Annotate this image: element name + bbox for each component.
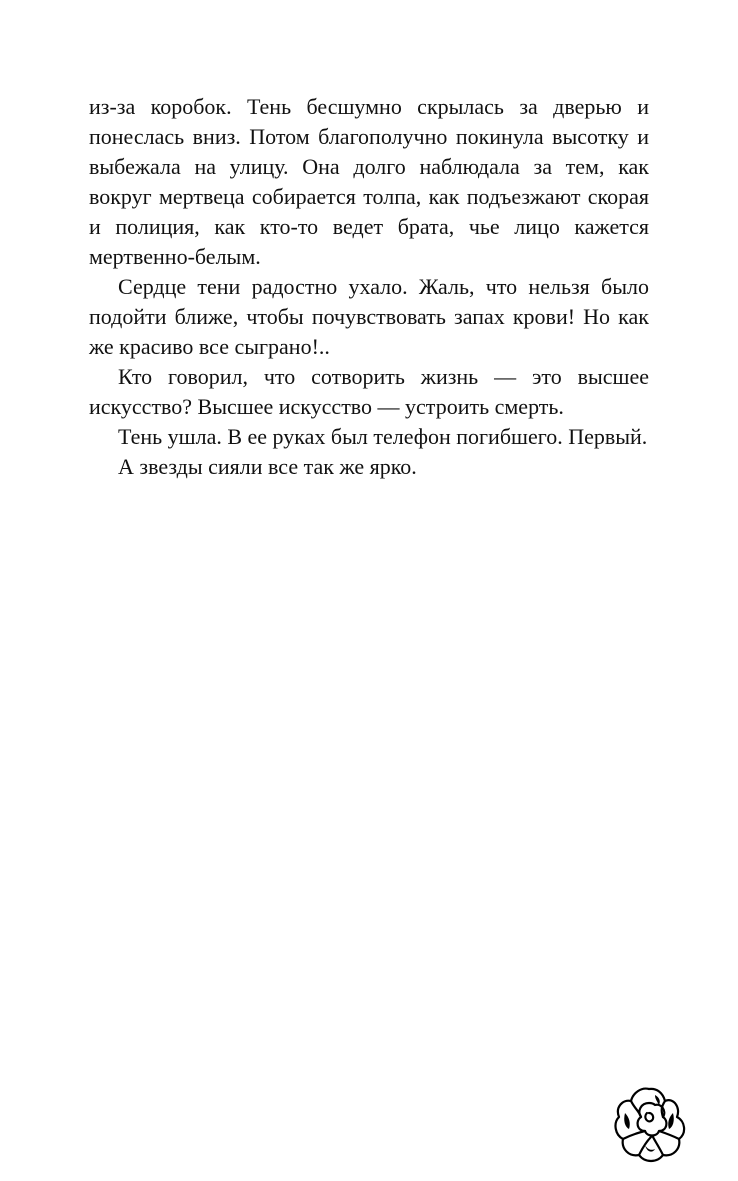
paragraph-1: из-за коробок. Тень бесшумно скрылась за дверью и понеслась вниз. Потом благополучно покинула высотку и выбежала на улицу. Она долго наблюдала за тем, как вокруг мертвеца собирается толпа, как подъезжают скорая и полиция, как кто-то ведет брата, чье лицо кажется мертвенно-белым. — [89, 94, 649, 269]
rose-icon — [611, 1083, 687, 1173]
body-text — [89, 92, 649, 482]
paragraph-3: Кто говорил, что сотворить жизнь — это высшее искусство? Высшее искусство — устроить смерть. — [89, 364, 649, 419]
paragraph-5: А звезды сияли все так же ярко. — [118, 454, 417, 479]
paragraph-2: Сердце тени радостно ухало. Жаль, что нельзя было подойти ближе, чтобы почувствовать запах крови! Но как же красиво все сыграно!.. — [89, 274, 649, 359]
paragraph-4: Тень ушла. В ее руках был телефон погибшего. Первый. — [118, 424, 648, 449]
